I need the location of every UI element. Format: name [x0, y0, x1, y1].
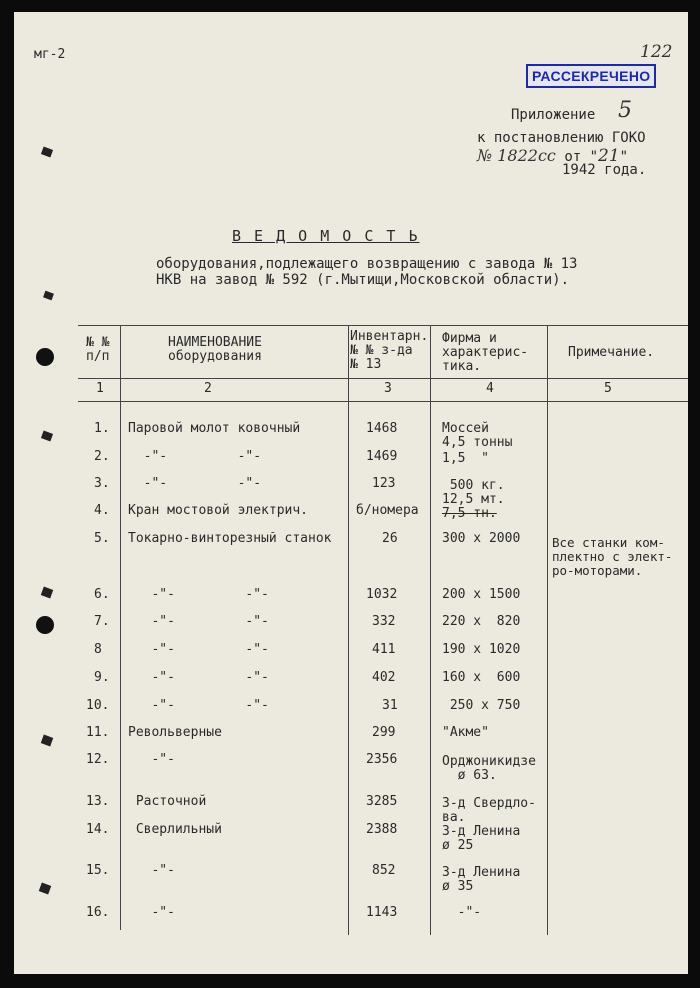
row-firm: З-д Свердло- ва.: [442, 796, 536, 825]
row-inventory: 1032: [366, 587, 398, 602]
row-firm: 220 х 820: [442, 614, 521, 629]
col-divider: [120, 325, 121, 930]
row-firm: 190 х 1020: [442, 642, 521, 657]
row-firm: Орджоникидзе ø 63.: [442, 754, 536, 783]
row-firm: 500 кг.: [442, 478, 505, 493]
row-name: Паровой молот ковочный: [128, 421, 301, 436]
col-divider: [430, 325, 431, 935]
appendix-number: 5: [618, 98, 632, 123]
col-divider: [348, 325, 349, 935]
row-firm: 200 х 1500: [442, 587, 521, 602]
document-page: [14, 12, 688, 974]
document-title: В Е Д О М О С Т Ь: [232, 227, 420, 245]
row-inventory: 1469: [366, 449, 398, 464]
column-number: 4: [486, 381, 494, 396]
row-inventory: б/номера: [356, 503, 419, 518]
row-firm: 1,5 ": [442, 451, 489, 466]
colnum-bottom-border: [78, 401, 688, 402]
row-number: 14.: [86, 822, 110, 837]
appendix-label: Приложение: [511, 107, 596, 123]
row-name: Кран мостовой электрич.: [128, 503, 309, 518]
row-number: 16.: [86, 905, 110, 920]
punch-hole: [36, 348, 54, 366]
row-inventory: 332: [372, 614, 396, 629]
row-name: -"- -"-: [128, 670, 269, 685]
row-name: -"- -"-: [128, 614, 269, 629]
row-firm: З-д Ленина ø 35: [442, 865, 521, 894]
header-number: № № п/п: [86, 335, 110, 364]
row-firm: Моссей 4,5 тонны: [442, 421, 513, 450]
row-inventory: 1468: [366, 421, 398, 436]
header-inventory: Инвентарн. № № з-да № 13: [350, 329, 429, 372]
header-note: Примечание.: [568, 345, 655, 360]
ink-spot: [43, 291, 54, 301]
row-number: 9.: [94, 670, 110, 685]
row-inventory: 31: [382, 698, 398, 713]
ink-spot: [41, 735, 53, 747]
row-firm: 160 х 600: [442, 670, 521, 685]
column-number: 1: [96, 381, 104, 396]
column-number: 5: [604, 381, 612, 396]
row-number: 15.: [86, 863, 110, 878]
row-name: -"-: [128, 863, 175, 878]
header-bottom-border: [78, 378, 688, 379]
header-name: НАИМЕНОВАНИЕ оборудования: [168, 335, 262, 364]
row-number: 11.: [86, 725, 110, 740]
row-firm: 12,5 мт.: [442, 492, 505, 507]
row-inventory: 2388: [366, 822, 398, 837]
row-name: -"- -"-: [128, 449, 262, 464]
document-subtitle-1: оборудования,подлежащего возвращению с завода № 13: [156, 256, 578, 272]
column-number: 2: [204, 381, 212, 396]
row-number: 8: [94, 642, 102, 657]
row-name: -"-: [128, 905, 175, 920]
year-line: 1942 года.: [562, 162, 647, 178]
ink-spot: [39, 883, 51, 895]
row-inventory: 123: [372, 476, 396, 491]
document-mark: мг-2: [34, 47, 66, 62]
ink-spot: [41, 431, 53, 442]
row-firm: "Акме": [442, 725, 489, 740]
date-prefix: от ": [564, 149, 599, 165]
row-inventory: 299: [372, 725, 396, 740]
row-number: 10.: [86, 698, 110, 713]
row-number: 3.: [94, 476, 110, 491]
declassified-stamp: РАССЕКРЕЧЕНО: [526, 64, 656, 88]
row-name: Токарно-винторезный станок: [128, 532, 332, 546]
row-number: 2.: [94, 449, 110, 464]
row-name: -"- -"-: [128, 642, 269, 657]
row-inventory: 1143: [366, 905, 398, 920]
row-firm-struck: 7,5 тн.: [442, 506, 497, 521]
row-inventory: 411: [372, 642, 396, 657]
row-inventory: 2356: [366, 752, 398, 767]
row-number: 1.: [94, 421, 110, 436]
row-name: -"- -"-: [128, 476, 262, 491]
date-day: 21: [598, 146, 620, 166]
row-number: 4.: [94, 503, 110, 518]
row-firm: 250 х 750: [442, 698, 521, 713]
row-number: 13.: [86, 794, 110, 809]
row-name: Револьверные: [128, 725, 222, 740]
table-top-border: [78, 325, 688, 326]
row-name: -"-: [128, 752, 175, 767]
resolution-line: к постановлению ГОКО: [477, 130, 646, 146]
ink-spot: [41, 147, 53, 158]
date-suffix: ": [619, 149, 629, 165]
row-inventory: 852: [372, 863, 396, 878]
row-name: Сверлильный: [128, 822, 222, 837]
row-name: -"- -"-: [128, 698, 269, 713]
row-firm: З-д Ленина ø 25: [442, 824, 521, 853]
row-inventory: 3285: [366, 794, 398, 809]
resolution-num: № 1822сс: [477, 146, 556, 165]
row-inventory: 402: [372, 670, 396, 685]
row-name: -"- -"-: [128, 587, 269, 602]
row-number: 6.: [94, 587, 110, 602]
page-number: 122: [640, 42, 673, 62]
punch-hole: [36, 616, 54, 634]
ink-spot: [41, 587, 53, 599]
row-firm: 300 х 2000: [442, 531, 521, 546]
col-divider: [547, 325, 548, 935]
row-number: 12.: [86, 752, 110, 767]
row-name: Расточной: [128, 794, 207, 809]
row-firm: -"-: [442, 905, 482, 920]
column-number: 3: [384, 381, 392, 396]
note-text: Все станки ком- плектно с элект- ро-моторами.: [552, 535, 673, 578]
row-number: 7.: [94, 614, 110, 629]
document-subtitle-2: НКВ на завод № 592 (г.Мытищи,Московской области).: [156, 272, 570, 288]
row-inventory: 26: [382, 531, 398, 546]
header-firm: Фирма и характерис- тика.: [442, 331, 529, 374]
row-number: 5.: [94, 531, 110, 546]
